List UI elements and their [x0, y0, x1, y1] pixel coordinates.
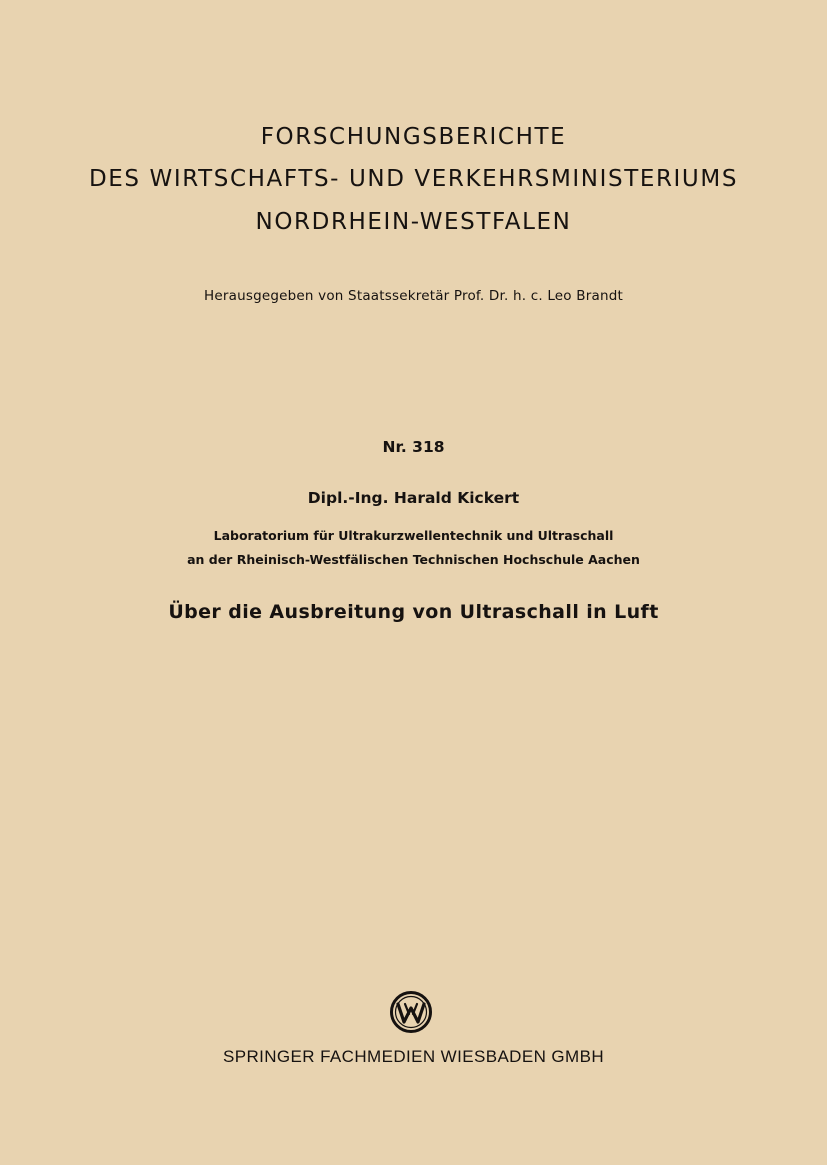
series-title-line-2: DES WIRTSCHAFTS- UND VERKEHRSMINISTERIUMS [88, 166, 739, 192]
author-name: Dipl.-Ing. Harald Kickert [307, 489, 520, 507]
editor-line: Herausgegeben von Staatssekretär Prof. Dr. h. c. Leo Brandt [204, 288, 623, 304]
publisher-name: SPRINGER FACHMEDIEN WIESBADEN GMBH [222, 1047, 605, 1066]
book-title: Über die Ausbreitung von Ultraschall in Luft [168, 601, 659, 623]
series-title-line-3: NORDRHEIN-WESTFALEN [255, 209, 572, 235]
series-title-line-1: FORSCHUNGSBERICHTE [260, 124, 567, 150]
affiliation-line-1: Laboratorium für Ultrakurzwellentechnik und Ultraschall [213, 528, 614, 543]
affiliation-line-2: an der Rheinisch-Westfälischen Technischen Hochschule Aachen [187, 552, 640, 567]
springer-fachmedien-logo-icon [389, 990, 433, 1034]
report-number: Nr. 318 [382, 438, 445, 456]
